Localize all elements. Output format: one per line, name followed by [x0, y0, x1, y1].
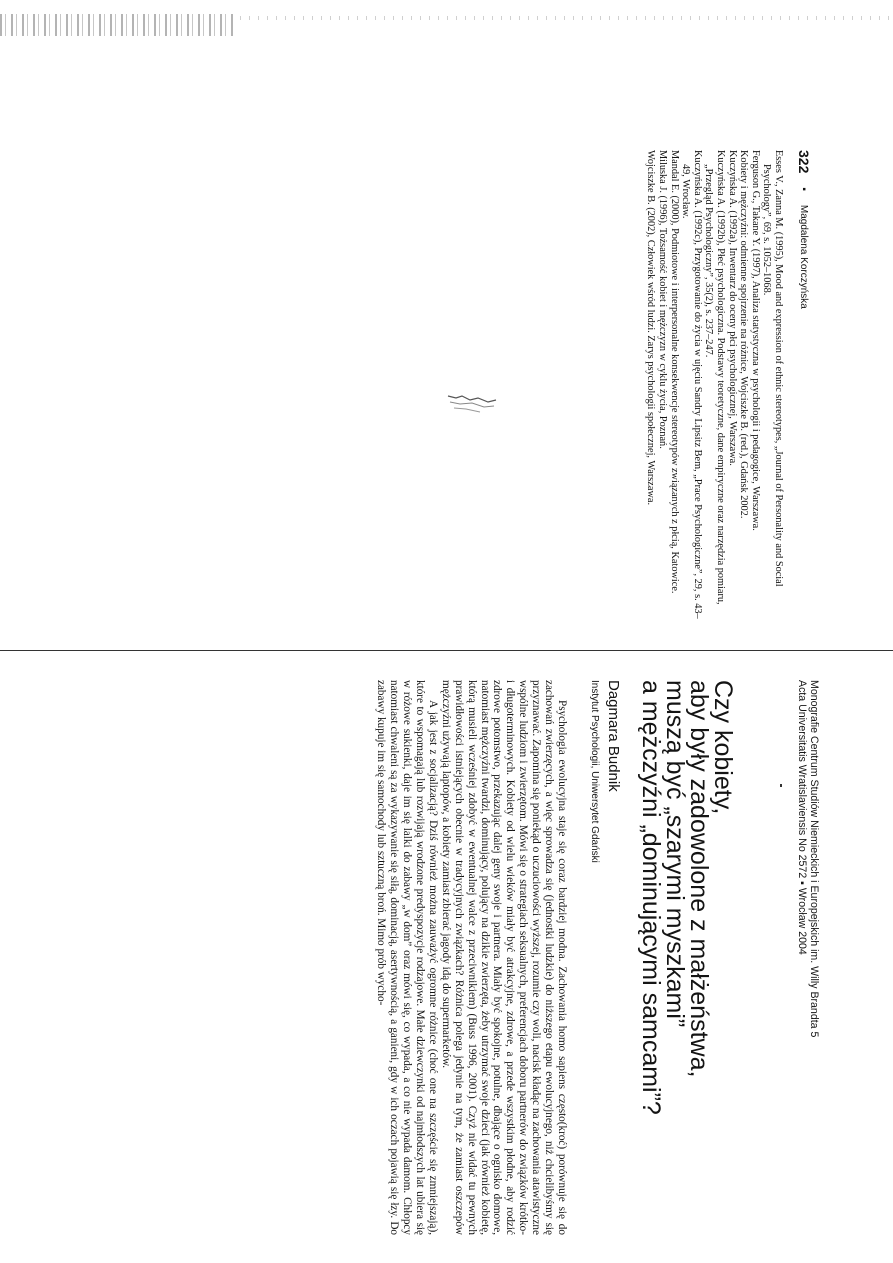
title-line: aby były zadowolone z małżeństwa,: [685, 680, 714, 1078]
title-line: muszą być „szarymi myszkami”: [661, 680, 690, 1028]
header-separator: ▪: [798, 187, 810, 191]
body-paragraph: A jak jest z socjalizacją? Dziś również można zauważyć ogromne różnice (choć one na szczęście się zmniejszają), które to wspomagają lub rozwijają wrodzone predyspozycje rodzajowe. Małe dziewczynki od najmłodszych lat ubiera się w różowe sukienki, daje im się lalki do zabawy „w dom” oraz mówi się, co wypada, a co nie wypada damom. Chłopcy natomiast chwaleni są za wykazywanie się siłą, dominacją, asertywnością, a ganieni, gdy w ich oczach pojawią się łzy. Do zabawy kupuje im się samochody lub sztuczną broń. Mimo prób wycho-: [375, 680, 439, 1235]
journal-header: [795, 680, 820, 1235]
title-line: Czy kobiety,: [709, 680, 738, 815]
reference-item: Wojciszke B. (2002), Człowiek wśród ludzi. Zarys psychologii społecznej, Warszawa.: [645, 150, 657, 506]
journal-issue: Acta Universitatis Wratislaviensis No 2572 ▪ Wrocław 2004: [795, 680, 808, 955]
article-page: [80, 680, 820, 1235]
scan-noise-line: [240, 16, 890, 20]
scan-speck: [780, 784, 782, 787]
running-header: [796, 150, 812, 620]
reference-item: Ferguson G., Takane Y. (1997), Analiza statystyczna w psychologii i pedagogice, Warszawa.: [749, 150, 761, 531]
article-title: [637, 680, 738, 1235]
body-paragraph: Psychologia ewolucyjna staje się coraz bardziej modna. Zachowania homo sapiens często(kroć) porównuje się do zachowań zwierzęcych, a więc sprowadza się (jednostki ludzkie) do niższego etapu ewolucyjnego, niż chcielibyśmy się przyznawać. Zapomina się poniekąd o uczuciowości wyższej, rozumie czy woli, nacisk kładąc na zachowania atawistyczne wspólne ludziom i zwierzętom. Mówi się o strategiach seksualnych, preferencjach doboru partnerów do związków krótko- i długoterminowych. Kobiety od wielu wieków miały być atrakcyjne, zdrowe, a przede wszystkim płodne, aby rodzić zdrowe potomstwo, przekazując dalej geny swoje i partnera. Miały być spokojne, potulne, dbające o ognisko domowe, natomiast mężczyźni twardzi, dominujący, polujący na dzikie zwierzęta, żeby utrzymać swoje dzieci (jak również kobietę, którą musieli wcześniej zdobyć w ewentualnej walce z przeciwnikiem) (Buss 1996, 2001). Czyż nie widać tu pewnych prawidłowości istniejących obecnie w tradycyjnych związkach? Różnica polega jedynie na tym, że zamiast oszczepów mężczyźni używają laptopów, a kobiety zamiast zbierać jagody idą do supermarketów.: [439, 680, 568, 1235]
page-number: 322: [796, 150, 812, 174]
title-line: a mężczyźni „dominującymi samcami”?: [637, 680, 666, 1115]
references-page: [212, 150, 812, 620]
reference-item: Esses V., Zanna M. (1995), Mood and expression of ethnic stereotypes, „Journal of Personality and Social Psychology”, 69, s. 1052–1068.: [761, 150, 784, 587]
library-stamp-mark: [444, 388, 500, 416]
reference-item: Kuczyńska A. (1992a), Inwentarz do oceny płci psychologicznej, Warszawa.: [726, 150, 738, 466]
reference-item: Miluska J. (1996), Tożsamość kobiet i mężczyzn w cyklu życia, Poznań.: [657, 150, 669, 449]
journal-series: Monografie Centrum Studiów Niemieckich i Europejskich im. Willy Brandta 5: [808, 680, 820, 1038]
scan-noise: [0, 14, 235, 36]
reference-item: Kobiety i mężczyźni: odmienne spojrzenie na różnice, Wojciszke B. (red.), Gdańsk 2002.: [738, 150, 750, 519]
page-divider: [0, 650, 893, 651]
reference-list: [645, 150, 784, 620]
reference-item: Kuczyńska A. (1992b), Płeć psychologiczna. Podstawy teoretyczne, dane empiryczne oraz narzędzia pomiaru, „Przegląd Psychologiczny”, 35(2), s. 237–247.: [703, 150, 727, 605]
running-head-author: Magdalena Korczyńska: [798, 204, 810, 309]
reference-item: Mandal E. (2000), Podmiotowe i interpersonalne konsekwencje stereotypów związanych z płcią, Katowice.: [668, 150, 680, 594]
article-body: [374, 680, 568, 1235]
reference-item: Kuczyńska A. (1992c), Przygotowanie do życia w ujęciu Sandry Lipsitz Bem, „Prace Psychologiczne”, 29, s. 43–49, Wrocław.: [680, 150, 703, 619]
article-author: Dagmara Budnik: [605, 680, 622, 792]
author-affiliation: Instytut Psychologii, Uniwersytet Gdański: [589, 680, 600, 863]
